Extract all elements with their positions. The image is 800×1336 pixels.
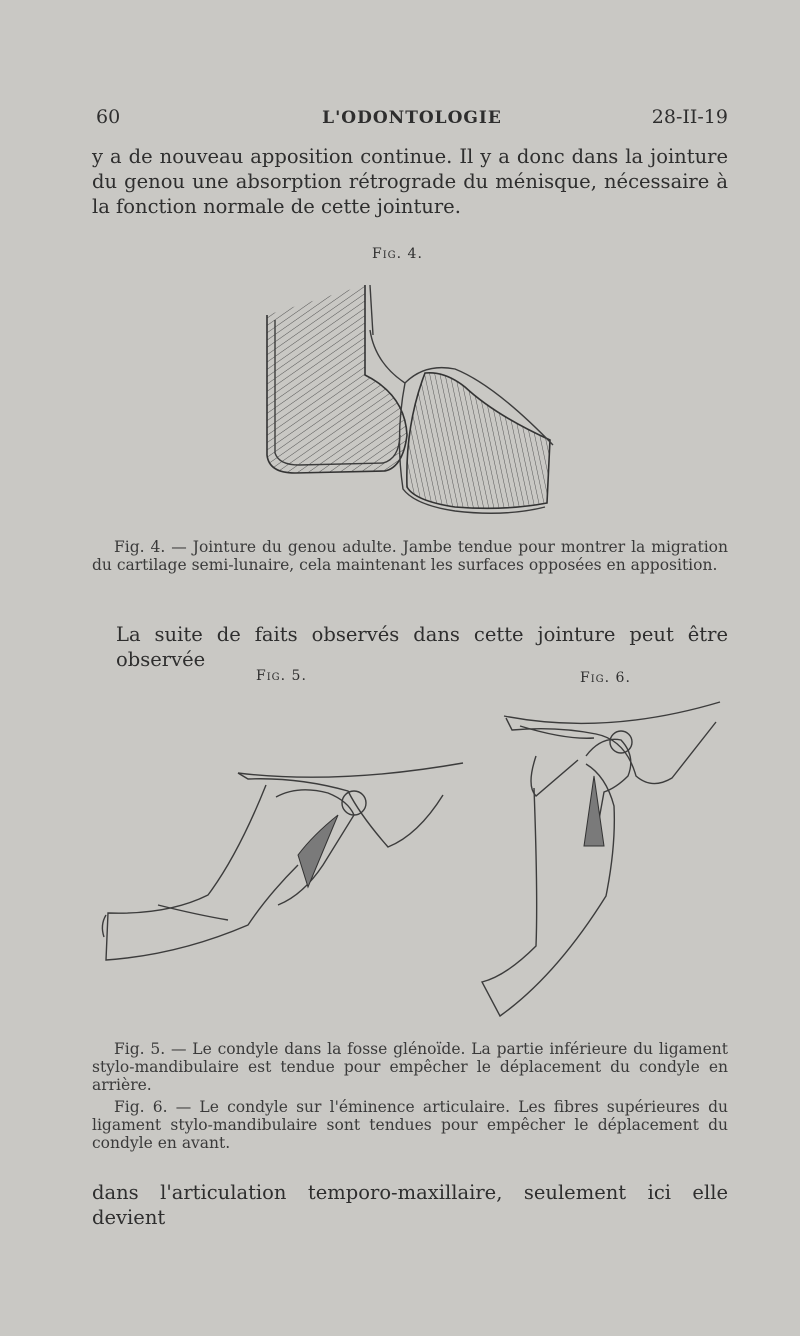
fig6-caption: Fig. 6. — Le condyle sur l'éminence articulaire. Les fibres supérieures du ligament stylo-mandibulaire sont tendues pour empêcher le déplacement du condyle en avant.: [92, 1098, 728, 1152]
running-header: [96, 106, 728, 132]
fig6-title: Fig. 6.: [580, 670, 631, 686]
fig4-knee-illustration: [255, 275, 565, 525]
fig5-caption: Fig. 5. — Le condyle dans la fosse glénoïde. La partie inférieure du ligament stylo-mandibulaire est tendue pour empêcher le déplacement du condyle en arrière.: [92, 1040, 728, 1094]
page-number: 60: [96, 106, 121, 128]
issue-date: 28-II-19: [651, 106, 728, 128]
paragraph-middle: La suite de faits observés dans cette jointure peut être observée: [116, 623, 728, 671]
fig4-caption: Fig. 4. — Jointure du genou adulte. Jambe tendue pour montrer la migration du cartilage semi-lunaire, cela maintenant les surfaces opposées en apposition.: [92, 538, 728, 574]
fig6-condyle-illustration: [476, 696, 726, 1026]
fig5-title: Fig. 5.: [256, 668, 307, 684]
journal-title: L'ODONTOLOGIE: [322, 108, 502, 128]
fig5-condyle-illustration: [98, 755, 470, 970]
paragraph-bottom: dans l'articulation temporo-maxillaire, seulement ici elle devient: [92, 1181, 728, 1229]
fig4-title: Fig. 4.: [372, 246, 423, 262]
paragraph-top: y a de nouveau apposition continue. Il y a donc dans la jointure du genou une absorption rétrograde du ménisque, nécessaire à la fonction normale de cette jointure.: [92, 145, 728, 218]
